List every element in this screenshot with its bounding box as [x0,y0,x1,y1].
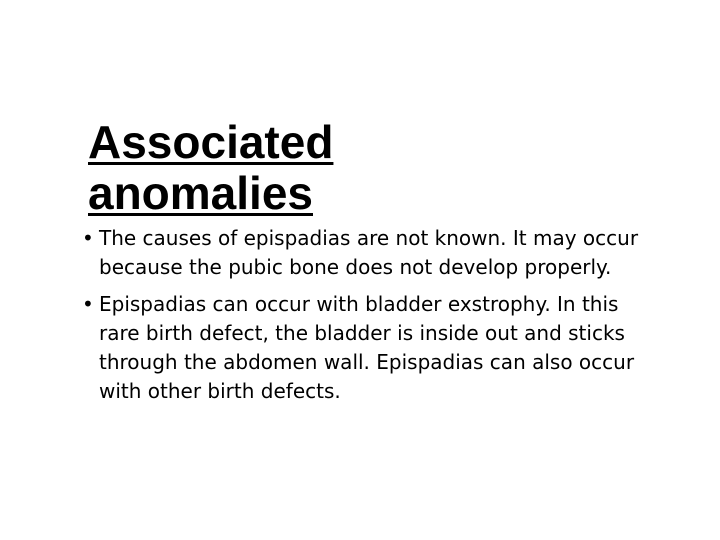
bullet-item [82,290,642,406]
slide-title: Associated anomalies [88,116,334,219]
bullet-text: The causes of epispadias are not known. It may occur because the pubic bone does not develop properly. [99,226,639,279]
bullet-list [82,224,642,414]
bullet-text: Epispadias can occur with bladder exstrophy. In this rare birth defect, the bladder is inside out and sticks through the abdomen wall. Epispadias can also occur with other birth defects. [99,292,635,403]
bullet-item [82,224,642,282]
bullet-marker: • [82,292,94,316]
bullet-marker: • [82,226,94,250]
